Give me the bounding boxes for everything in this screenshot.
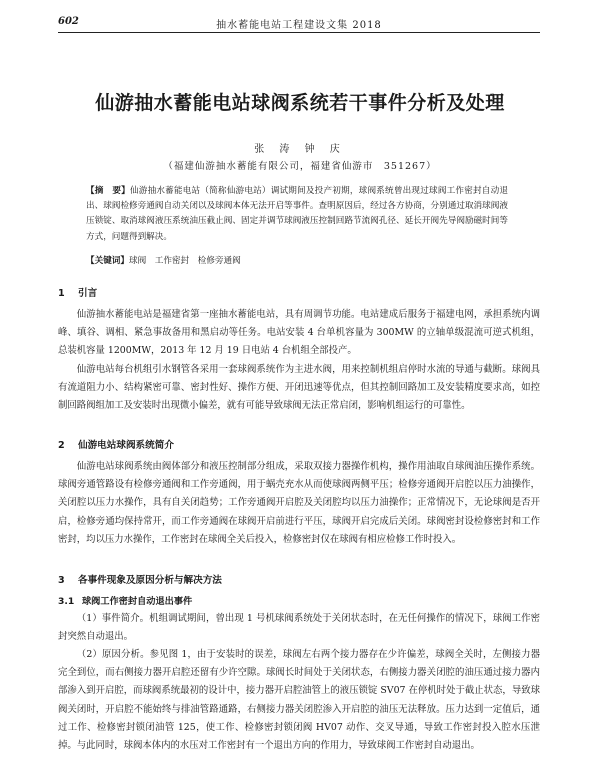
section-heading-2 — [58, 437, 174, 451]
paper-title: 仙游抽水蓄能电站球阀系统若干事件分析及处理 — [95, 92, 505, 114]
section-number: 3.1 — [58, 596, 75, 607]
section-heading-3 — [58, 572, 222, 586]
running-header — [58, 14, 540, 33]
section-number: 3 — [58, 575, 65, 586]
keywords-text: 球阀 工作密封 检修旁通阀 — [128, 256, 241, 266]
paragraph-intro-1: 仙游抽水蓄能电站是福建省第一座抽水蓄能电站，具有周调节功能。电站建成后服务于福建电网，承担系统内调峰、填谷、调相、紧急事故备用和黑启动等任务。电站安装 4 台单机容量为 300MW 的立轴单级混流可逆式机组，总装机容量 1200MW，2013 年 12 月 19 日电站 4 台机组全部投产。 — [58, 309, 540, 357]
subsection-heading-3-1 — [58, 593, 192, 607]
section-number: 1 — [58, 288, 65, 299]
paragraph-system-intro: 仙游电站球阀系统由阀体部分和液压控制部分组成，采取双接力器操作机构，操作用油取自球阀油压操作系统。球阀旁通管路设有检修旁通阀和工作旁通阀，用于蜗壳充水从而使球阀两侧平压；检修旁通阀开启腔以压力油操作，关闭腔以压力水操作，具有自关闭趋势；工作旁通阀开启腔及关闭腔均以压力油操作；正常情况下，无论球阀是否开启，检修旁通均保持常开，而工作旁通阀在球阀开启前进行平压，球阀开启完成后关闭。球阀密封设检修密封和工作密封，均以压力水操作，工作密封在球阀全关后投入，检修密封仅在球阀有相应检修工作时投入。 — [58, 461, 540, 545]
paragraph-intro-2: 仙游电站每台机组引水钢管各采用一套球阀系统作为主进水阀，用来控制机组启停时水流的导通与截断。球阀具有流道阻力小、结构紧密可靠、密封性好、操作方便、开闭迅速等优点，但其控制回路加工及安装精度要求高，如控制回路阀组加工及安装时出现微小偏差，就有可能导致球阀无法正常启闭，影响机组运行的可靠性。 — [58, 364, 540, 412]
paragraph-event-intro: （1）事件简介。机组调试期间，曾出现 1 号机球阀系统处于关闭状态时，在无任何操作的情况下，球阀工作密封突然自动退出。 — [58, 613, 540, 643]
paragraph-cause-analysis: （2）原因分析。参见图 1，由于安装时的误差，球阀左右两个接力器存在少许偏差，球阀全关时，左侧接力器完全到位，而右侧接力器开启腔还留有少许空隙。球阀长时间处于关闭状态，右侧接力器关闭腔的油压通过接力器内部渗入到开启腔，而球阀系统最初的设计中，接力器开启腔油管上的液压锁锭 SV07 在停机时处于截止状态，导致球阀关闭时，开启腔不能始终与排油管路通路，右侧接力器关闭腔渗入开启腔的油压无法释放。压力达到一定值后，通过工作、检修密封锁闭油管 125，使工作、检修密封锁闭阀 HV07 动作、交叉导通，导致工作密封投入腔水压泄掉。与此同时，球阀本体内的水压对工作密封有一个退出方向的作用力，导致球阀工作密封自动退出。 — [58, 649, 540, 752]
section-heading-1 — [58, 285, 97, 299]
authors: 张 涛 钟 庆 — [254, 144, 346, 155]
section-title: 各事件现象及原因分析与解决方法 — [78, 575, 222, 586]
section-number: 2 — [58, 440, 65, 451]
abstract — [86, 184, 508, 245]
abstract-text: 仙游抽水蓄能电站（简称仙游电站）调试期间及投产初期，球阀系统曾出现过球阀工作密封自动退出、球阀检修旁通阀自动关闭以及球阀本体无法开启等事件。查明原因后，经过各方协商，分别通过取消球阀液压锁锭、取消球阀液压系统油压截止阀、固定并调节球阀液压控制回路节流阀孔径、延长开阀先导阀励磁时间等方式，问题得到解决。 — [86, 186, 508, 242]
keywords — [86, 254, 508, 269]
keywords-label: 【关键词】 — [86, 256, 129, 266]
section-title: 仙游电站球阀系统简介 — [78, 440, 174, 451]
abstract-label: 【摘 要】 — [86, 186, 130, 196]
journal-title: 抽水蓄能电站工程建设文集 2018 — [216, 20, 382, 31]
page-number: 602 — [58, 16, 79, 27]
section-title: 球阀工作密封自动退出事件 — [82, 596, 193, 607]
section-title: 引言 — [78, 288, 98, 299]
affiliation: （福建仙游抽水蓄能有限公司，福建省仙游市 351267） — [163, 161, 437, 172]
